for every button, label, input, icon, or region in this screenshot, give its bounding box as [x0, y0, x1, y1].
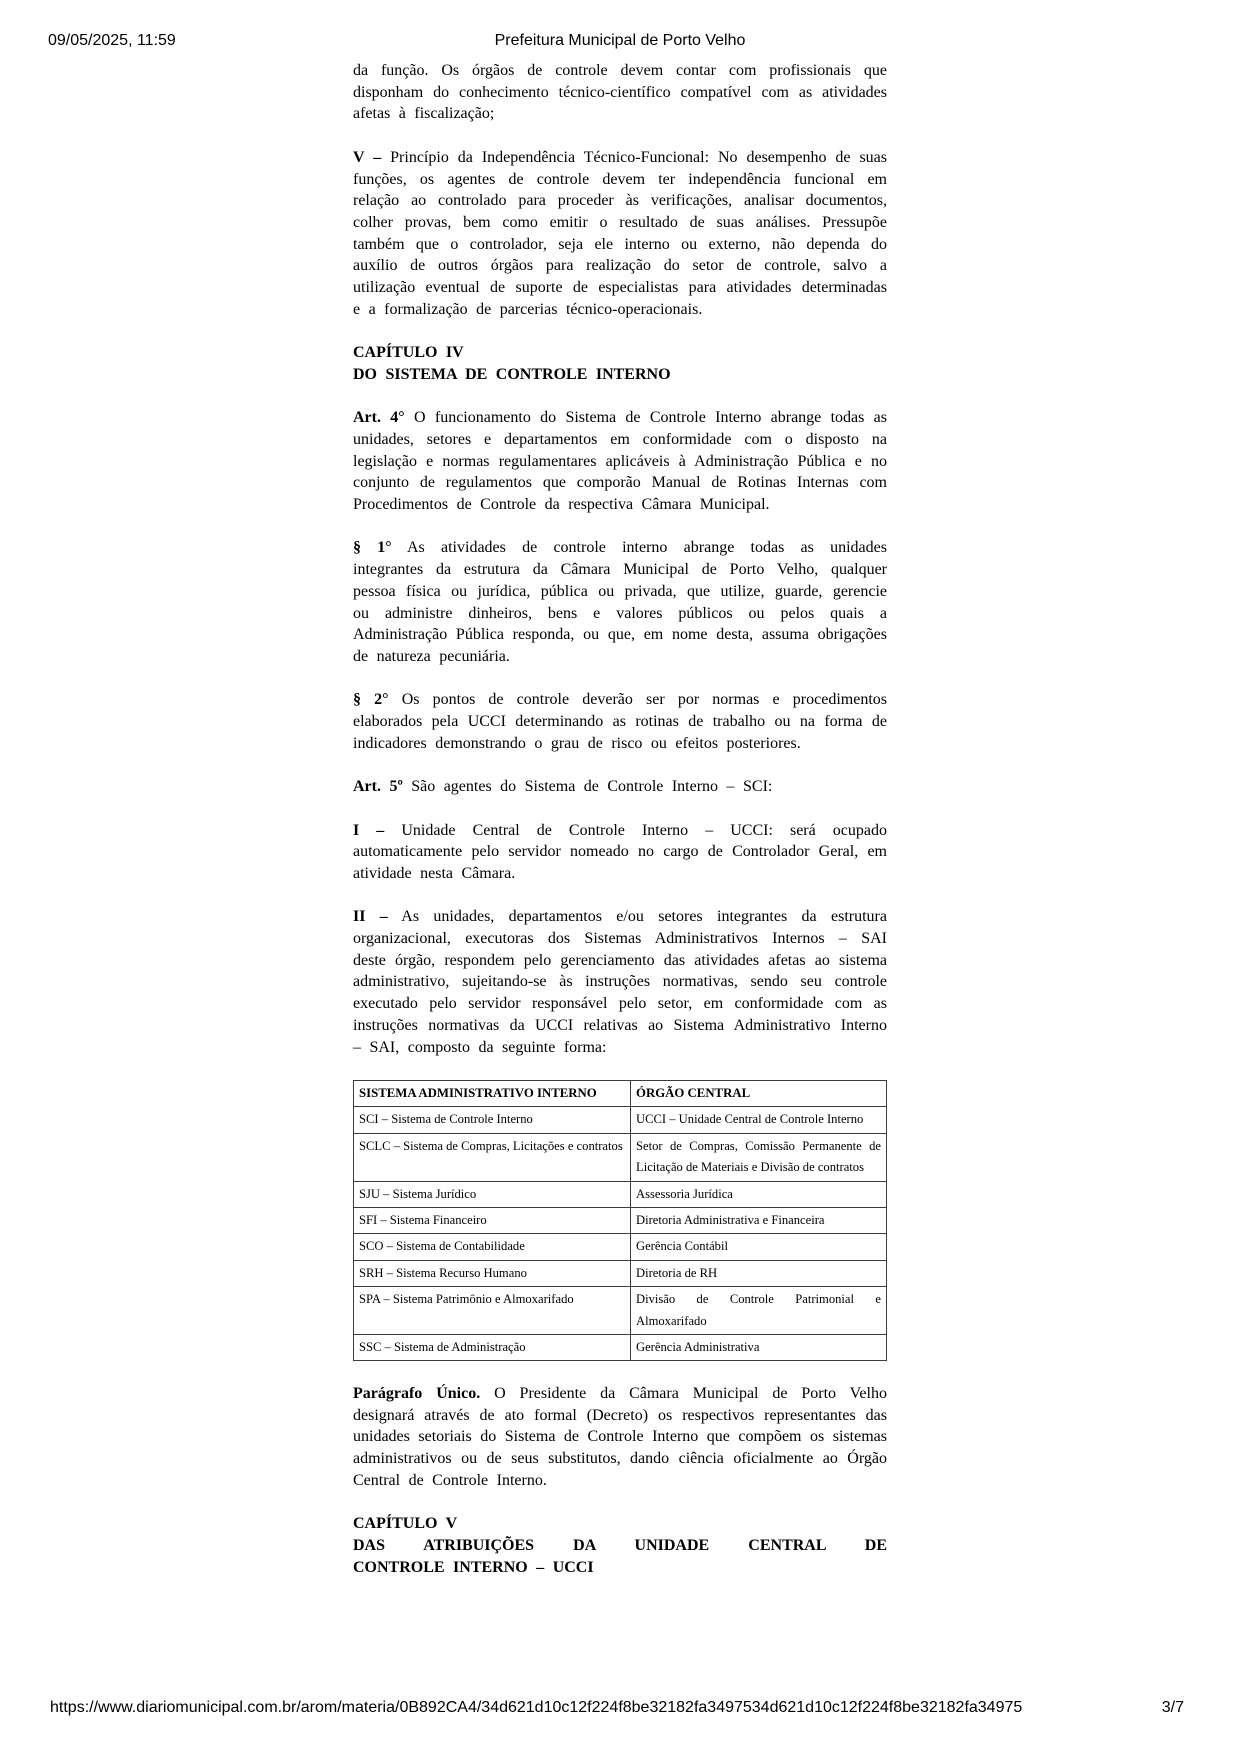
item-label: II – [353, 908, 388, 926]
paragraph-text: São agentes do Sistema de Controle Interno – SCI: [402, 778, 773, 796]
paragraph-item-i [353, 820, 887, 885]
table-cell: SPA – Sistema Patrimônio e Almoxarifado [354, 1287, 631, 1335]
paragraph-text: Princípio da Independência Técnico-Funcional: No desempenho de suas funções, os agentes de controle devem ter independência funcional em relação ao controlado para proceder às verificações, analisar documentos, colher provas, bem como emitir o resultado de suas análises. Pressupõe também que o controlador, seja ele interno ou externo, não dependa do auxílio de outros órgãos para realização do setor de controle, salvo a utilização eventual de suporte de especialistas para atividades determinadas e a formalização de parcerias técnico-operacionais. [353, 148, 888, 318]
article-label: Art. 4° [353, 409, 405, 427]
table-row [354, 1287, 887, 1335]
footer-source-url: https://www.diariomunicipal.com.br/arom/materia/0B892CA4/34d621d10c12f224f8be32182fa3497534d621d10c12f224f8be32182fa34975 [50, 1699, 1023, 1716]
table-cell: SCO – Sistema de Contabilidade [354, 1234, 631, 1260]
chapter-title-line-2: CONTROLE INTERNO – UCCI [353, 1558, 594, 1576]
section-label: Parágrafo Único. [353, 1385, 481, 1403]
paragraph-text: Os pontos de controle deverão ser por normas e procedimentos elaborados pela UCCI determinando as rotinas de trabalho ou na forma de indicadores demonstrando o grau de risco ou efeitos posteriores. [353, 691, 887, 752]
paragraph-item-ii [353, 906, 887, 1058]
chapter-number: CAPÍTULO V [353, 1515, 458, 1533]
table-row [354, 1207, 887, 1233]
page-footer [50, 1699, 1184, 1717]
paragraph-art-5 [353, 776, 887, 798]
chapter-5-heading [353, 1513, 887, 1578]
table-cell: SSC – Sistema de Administração [354, 1334, 631, 1360]
table-cell: SRH – Sistema Recurso Humano [354, 1260, 631, 1286]
table-cell: Gerência Administrativa [631, 1334, 887, 1360]
paragraph-item-v [353, 147, 887, 321]
document-body [353, 60, 887, 1600]
table-cell: Divisão de Controle Patrimonial e Almoxarifado [631, 1287, 887, 1335]
paragraph-text: Unidade Central de Controle Interno – UCCI: será ocupado automaticamente pelo servidor nomeado no cargo de Controlador Geral, em atividade nesta Câmara. [353, 821, 887, 882]
item-label: I – [353, 821, 385, 839]
item-label: V – [353, 148, 382, 166]
table-header-cell: SISTEMA ADMINISTRATIVO INTERNO [354, 1080, 631, 1106]
table-cell: SCI – Sistema de Controle Interno [354, 1107, 631, 1133]
article-label: Art. 5º [353, 778, 403, 796]
header-title: Prefeitura Municipal de Porto Velho [494, 32, 746, 49]
sai-systems-table [353, 1080, 887, 1361]
table-row [354, 1334, 887, 1360]
table-cell: UCCI – Unidade Central de Controle Interno [631, 1107, 887, 1133]
paragraph-text: As unidades, departamentos e/ou setores integrantes da estrutura organizacional, executoras dos Sistemas Administrativos Internos – SAI deste órgão, respondem pelo gerenciamento das atividades afetas ao sistema administrativo, sujeitando-se às instruções normativas, sendo seu controle executado pelo servidor responsável pelo setor, em conformidade com as instruções normativas da UCCI relativas ao Sistema Administrativo Interno – SAI, composto da seguinte forma: [353, 908, 887, 1056]
chapter-number: CAPÍTULO IV [353, 344, 464, 362]
header-datetime: 09/05/2025, 11:59 [48, 32, 176, 49]
chapter-4-heading [353, 342, 887, 385]
section-label: § 2° [353, 691, 389, 709]
paragraph-section-1 [353, 537, 887, 667]
table-cell: SJU – Sistema Jurídico [354, 1181, 631, 1207]
paragraph-section-2 [353, 689, 887, 754]
table-row [354, 1181, 887, 1207]
footer-page-number: 3/7 [1161, 1699, 1184, 1716]
table-cell: Gerência Contábil [631, 1234, 887, 1260]
table-row [354, 1133, 887, 1181]
paragraph-text: As atividades de controle interno abrange todas as unidades integrantes da estrutura da Câmara Municipal de Porto Velho, qualquer pessoa física ou jurídica, pública ou privada, que utilize, guarde, gerencie ou administre dinheiros, bens e valores públicos ou pelos quais a Administração Pública responda, ou que, em nome desta, assuma obrigações de natureza pecuniária. [353, 539, 887, 665]
table-cell: SCLC – Sistema de Compras, Licitações e contratos [354, 1133, 631, 1181]
table-cell: Diretoria de RH [631, 1260, 887, 1286]
table-row [354, 1107, 887, 1133]
chapter-title: DO SISTEMA DE CONTROLE INTERNO [353, 365, 671, 383]
paragraph-text: O funcionamento do Sistema de Controle Interno abrange todas as unidades, setores e departamentos em conformidade com o disposto na legislação e normas regulamentares aplicáveis à Administração Pública e no conjunto de regulamentos que comporão Manual de Rotinas Internas com Procedimentos de Controle da respectiva Câmara Municipal. [353, 409, 887, 514]
table-cell: Assessoria Jurídica [631, 1181, 887, 1207]
table-cell: Diretoria Administrativa e Financeira [631, 1207, 887, 1233]
chapter-title-line-1: DAS ATRIBUIÇÕES DA UNIDADE CENTRAL DE [353, 1536, 887, 1554]
table-row [354, 1260, 887, 1286]
paragraph-paragrafo-unico [353, 1383, 887, 1492]
page-header [0, 31, 1240, 50]
paragraph-continuation [353, 60, 887, 125]
section-label: § 1° [353, 539, 392, 557]
paragraph-art-4 [353, 407, 887, 516]
table-cell: Setor de Compras, Comissão Permanente de Licitação de Materiais e Divisão de contratos [631, 1133, 887, 1181]
paragraph-text: O Presidente da Câmara Municipal de Porto Velho designará através de ato formal (Decreto) os respectivos representantes das unidades setoriais do Sistema de Controle Interno que compõem os sistemas administrativos ou de seus substitutos, dando ciência oficialmente ao Órgão Central de Controle Interno. [353, 1385, 887, 1489]
table-header-row [354, 1080, 887, 1106]
table-cell: SFI – Sistema Financeiro [354, 1207, 631, 1233]
paragraph-text: da função. Os órgãos de controle devem contar com profissionais que disponham do conhecimento técnico-científico compatível com as atividades afetas à fiscalização; [353, 62, 887, 123]
table-row [354, 1234, 887, 1260]
table-header-cell: ÓRGÃO CENTRAL [631, 1080, 887, 1106]
